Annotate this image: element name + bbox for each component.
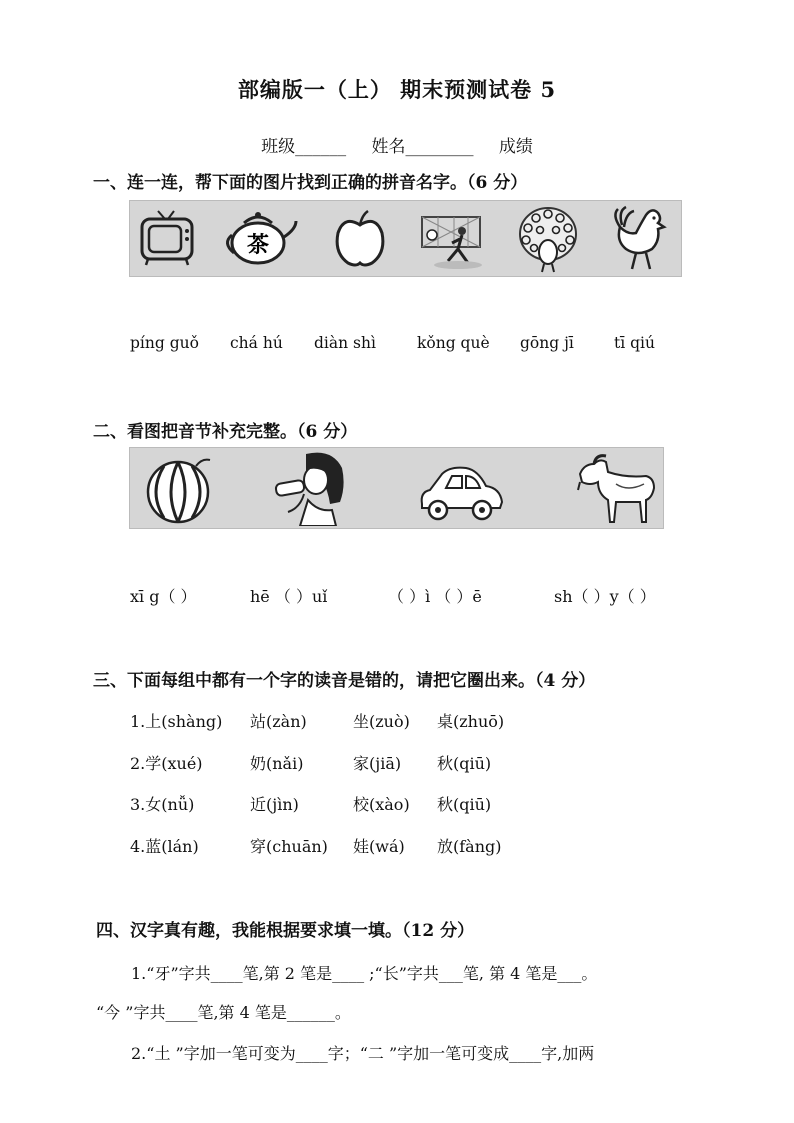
football-icon xyxy=(418,209,498,271)
pinyin-item[interactable]: 穿(chuān) xyxy=(250,837,328,856)
pinyin-item[interactable]: 站(zàn) xyxy=(250,712,307,731)
pinyin-option[interactable]: chá hú xyxy=(230,334,283,352)
pinyin-option[interactable]: kǒng què xyxy=(417,334,490,352)
score-field: 成绩 xyxy=(498,137,533,157)
syllable-blank[interactable]: hē （ ）uǐ xyxy=(250,587,328,606)
peacock-icon xyxy=(514,204,582,274)
name-field[interactable]: 姓名________ xyxy=(371,137,474,157)
section-1-image-strip xyxy=(129,200,682,277)
pinyin-item[interactable]: 4.蓝(lán) xyxy=(130,837,199,856)
syllable-blank[interactable]: xī g（ ） xyxy=(130,587,197,606)
drinking-girl-icon xyxy=(270,450,356,526)
pinyin-option[interactable]: tī qiú xyxy=(614,334,655,352)
syllable-blank[interactable]: （ ）ì （ ）ē xyxy=(388,587,482,606)
pinyin-item[interactable]: 秋(qiū) xyxy=(437,754,492,773)
page-title: 部编版一（上） 期末预测试卷 5 xyxy=(237,77,557,102)
section-1-heading: 一、连一连，帮下面的图片找到正确的拼音名字。（6 分） xyxy=(93,173,528,193)
pinyin-item[interactable]: 2.学(xué) xyxy=(130,754,203,773)
pinyin-item[interactable]: 1.上(shàng) xyxy=(130,712,223,731)
pinyin-item[interactable]: 桌(zhuō) xyxy=(437,712,505,731)
pinyin-option[interactable]: gōng jī xyxy=(520,334,574,352)
pinyin-option[interactable]: píng guǒ xyxy=(130,334,199,352)
section-4-heading: 四、汉字真有趣，我能根据要求填一填。（12 分） xyxy=(96,921,475,941)
tea-character: 茶 xyxy=(246,233,270,258)
student-info xyxy=(0,132,794,157)
pinyin-item[interactable]: 近(jìn) xyxy=(250,795,299,814)
section-2-image-strip xyxy=(129,447,664,529)
pinyin-item[interactable]: 娃(wá) xyxy=(353,837,405,856)
section-3-heading: 三、下面每组中都有一个字的读音是错的，请把它圈出来。（4 分） xyxy=(93,671,596,691)
pinyin-item[interactable]: 坐(zuò) xyxy=(353,712,410,731)
apple-icon xyxy=(330,209,390,269)
rooster-icon xyxy=(608,205,674,273)
teapot-icon xyxy=(220,207,300,269)
pinyin-item[interactable]: 3.女(nǚ) xyxy=(130,795,195,814)
syllable-blank[interactable]: sh（ ）y（ ） xyxy=(554,587,656,606)
pinyin-item[interactable]: 奶(nǎi) xyxy=(250,754,304,773)
section-4-line-1[interactable]: 1.“牙”字共____笔,第 2 笔是____ ;“长”字共___笔, 第 4 笔是___。 xyxy=(131,964,598,983)
pinyin-item[interactable]: 放(fàng) xyxy=(437,837,502,856)
pinyin-item[interactable]: 秋(qiū) xyxy=(437,795,492,814)
pinyin-item[interactable]: 家(jiā) xyxy=(353,754,402,773)
watermelon-icon xyxy=(144,454,214,524)
pinyin-option[interactable]: diàn shì xyxy=(314,334,376,352)
car-icon xyxy=(416,462,506,524)
section-4-line-3[interactable]: 2.“土 ”字加一笔可变为____字；“二 ”字加一笔可变成____字,加两 xyxy=(131,1044,595,1063)
goat-icon xyxy=(576,454,658,524)
tv-icon xyxy=(138,209,198,267)
section-2-heading: 二、看图把音节补充完整。（6 分） xyxy=(93,422,358,442)
section-4-line-2[interactable]: “今 ”字共____笔,第 4 笔是______。 xyxy=(96,1003,351,1022)
pinyin-item[interactable]: 校(xào) xyxy=(353,795,410,814)
class-field[interactable]: 班级______ xyxy=(261,137,347,157)
